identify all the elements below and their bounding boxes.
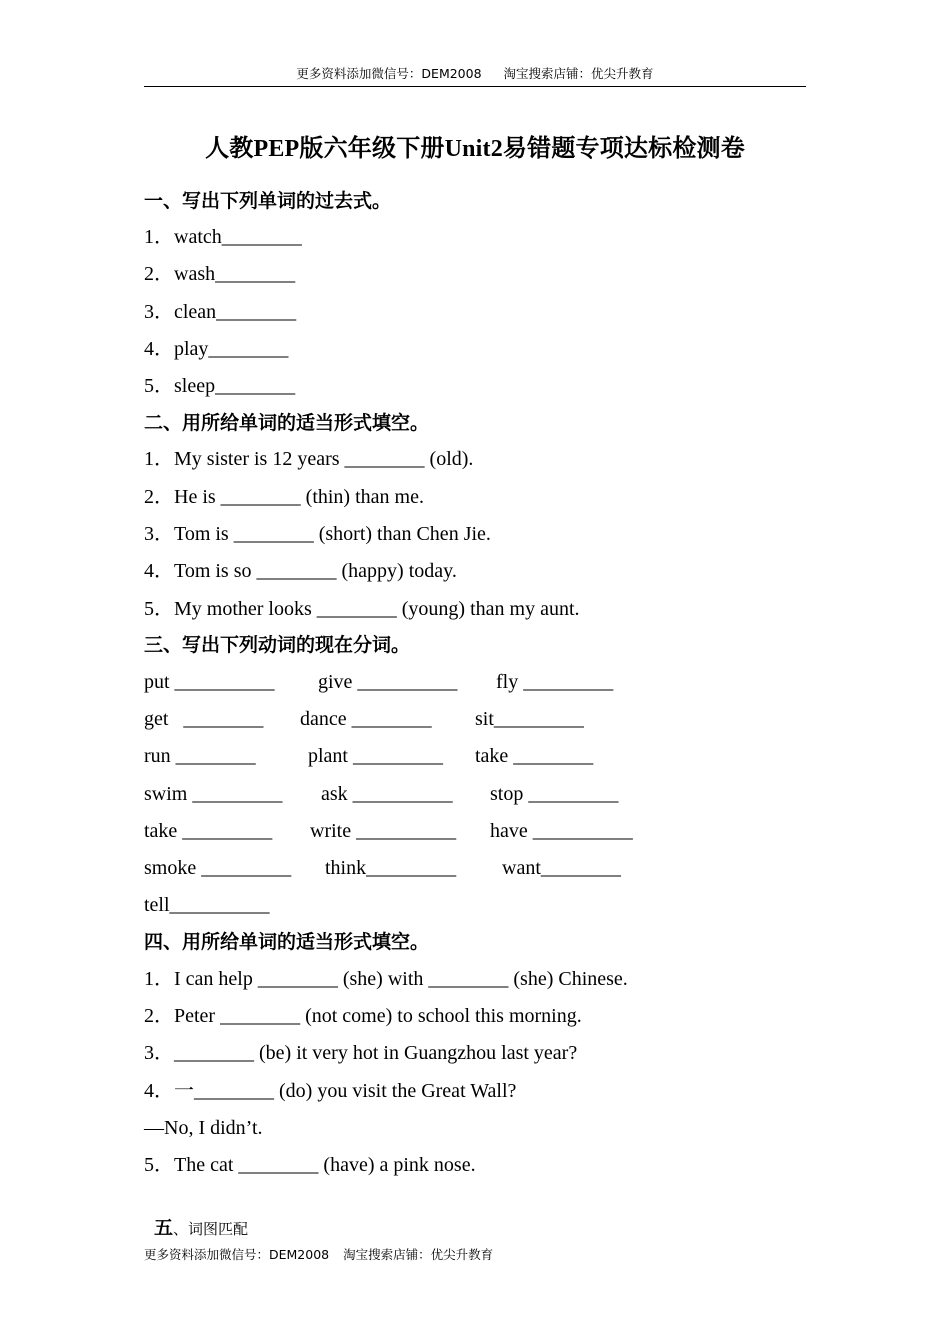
section-5-title: 、词图匹配 [173, 1220, 249, 1238]
section-2-item: 5．My mother looks ________ (young) than my aunt. [144, 598, 580, 620]
footer-wechat-text: 更多资料添加微信号：DEM2008 [144, 1247, 330, 1262]
verb-blank: run ________ [144, 745, 256, 767]
section-4-item: 3．________ (be) it very hot in Guangzhou last year? [144, 1042, 578, 1064]
verb-blank: want________ [502, 857, 621, 879]
verb-blank: take ________ [475, 745, 594, 767]
section-1-item: 3．clean________ [144, 301, 297, 323]
verb-blank: swim _________ [144, 783, 283, 805]
verb-blank: fly _________ [496, 671, 614, 693]
verb-blank: stop _________ [490, 783, 619, 805]
section-4-item: 1．I can help ________ (she) with ________ (she) Chinese. [144, 968, 628, 990]
section-2-item: 2．He is ________ (thin) than me. [144, 486, 424, 508]
verb-blank: tell__________ [144, 894, 270, 916]
section-4-item: 5．The cat ________ (have) a pink nose. [144, 1154, 476, 1176]
header-shop-text: 淘宝搜索店铺：优尖升教育 [503, 66, 654, 81]
footer-shop-text: 淘宝搜索店铺：优尖升教育 [343, 1247, 494, 1262]
verb-blank: plant _________ [308, 745, 443, 767]
section-3-heading: 三、写出下列动词的现在分词。 [144, 634, 411, 656]
verb-blank: get ________ [144, 708, 264, 730]
verb-blank: think_________ [325, 857, 457, 879]
verb-blank: take _________ [144, 820, 273, 842]
section-1-item: 1．watch________ [144, 226, 302, 248]
section-4-heading: 四、用所给单词的适当形式填空。 [144, 931, 430, 953]
verb-blank: write __________ [310, 820, 457, 842]
section-2-heading: 二、用所给单词的适当形式填空。 [144, 412, 430, 434]
verb-blank: give __________ [318, 671, 458, 693]
section-2-item: 3．Tom is ________ (short) than Chen Jie. [144, 523, 491, 545]
section-1-item: 4．play________ [144, 338, 289, 360]
section-2-item: 4．Tom is so ________ (happy) today. [144, 560, 457, 582]
document-title: 人教PEP版六年级下册Unit2易错题专项达标检测卷 [205, 136, 745, 162]
section-2-item: 1．My sister is 12 years ________ (old). [144, 448, 474, 470]
verb-blank: put __________ [144, 671, 275, 693]
section-1-heading: 一、写出下列单词的过去式。 [144, 190, 392, 212]
section-4-item: 2．Peter ________ (not come) to school this morning. [144, 1005, 582, 1027]
verb-blank: smoke _________ [144, 857, 292, 879]
header-wechat-text: 更多资料添加微信号：DEM2008 [296, 66, 482, 81]
section-4-item: 4．一________ (do) you visit the Great Wall? [144, 1080, 517, 1102]
section-5-heading [144, 1189, 248, 1242]
verb-blank: ask __________ [321, 783, 453, 805]
section-4-item: —No, I didn’t. [144, 1117, 263, 1139]
verb-blank: have __________ [490, 820, 633, 842]
verb-blank: sit_________ [475, 708, 584, 730]
section-5-number: 五 [154, 1217, 174, 1239]
verb-blank: dance ________ [300, 708, 432, 730]
page-footer [144, 1246, 493, 1264]
section-1-item: 2．wash________ [144, 263, 296, 285]
page-header [144, 66, 806, 87]
section-1-item: 5．sleep________ [144, 375, 296, 397]
